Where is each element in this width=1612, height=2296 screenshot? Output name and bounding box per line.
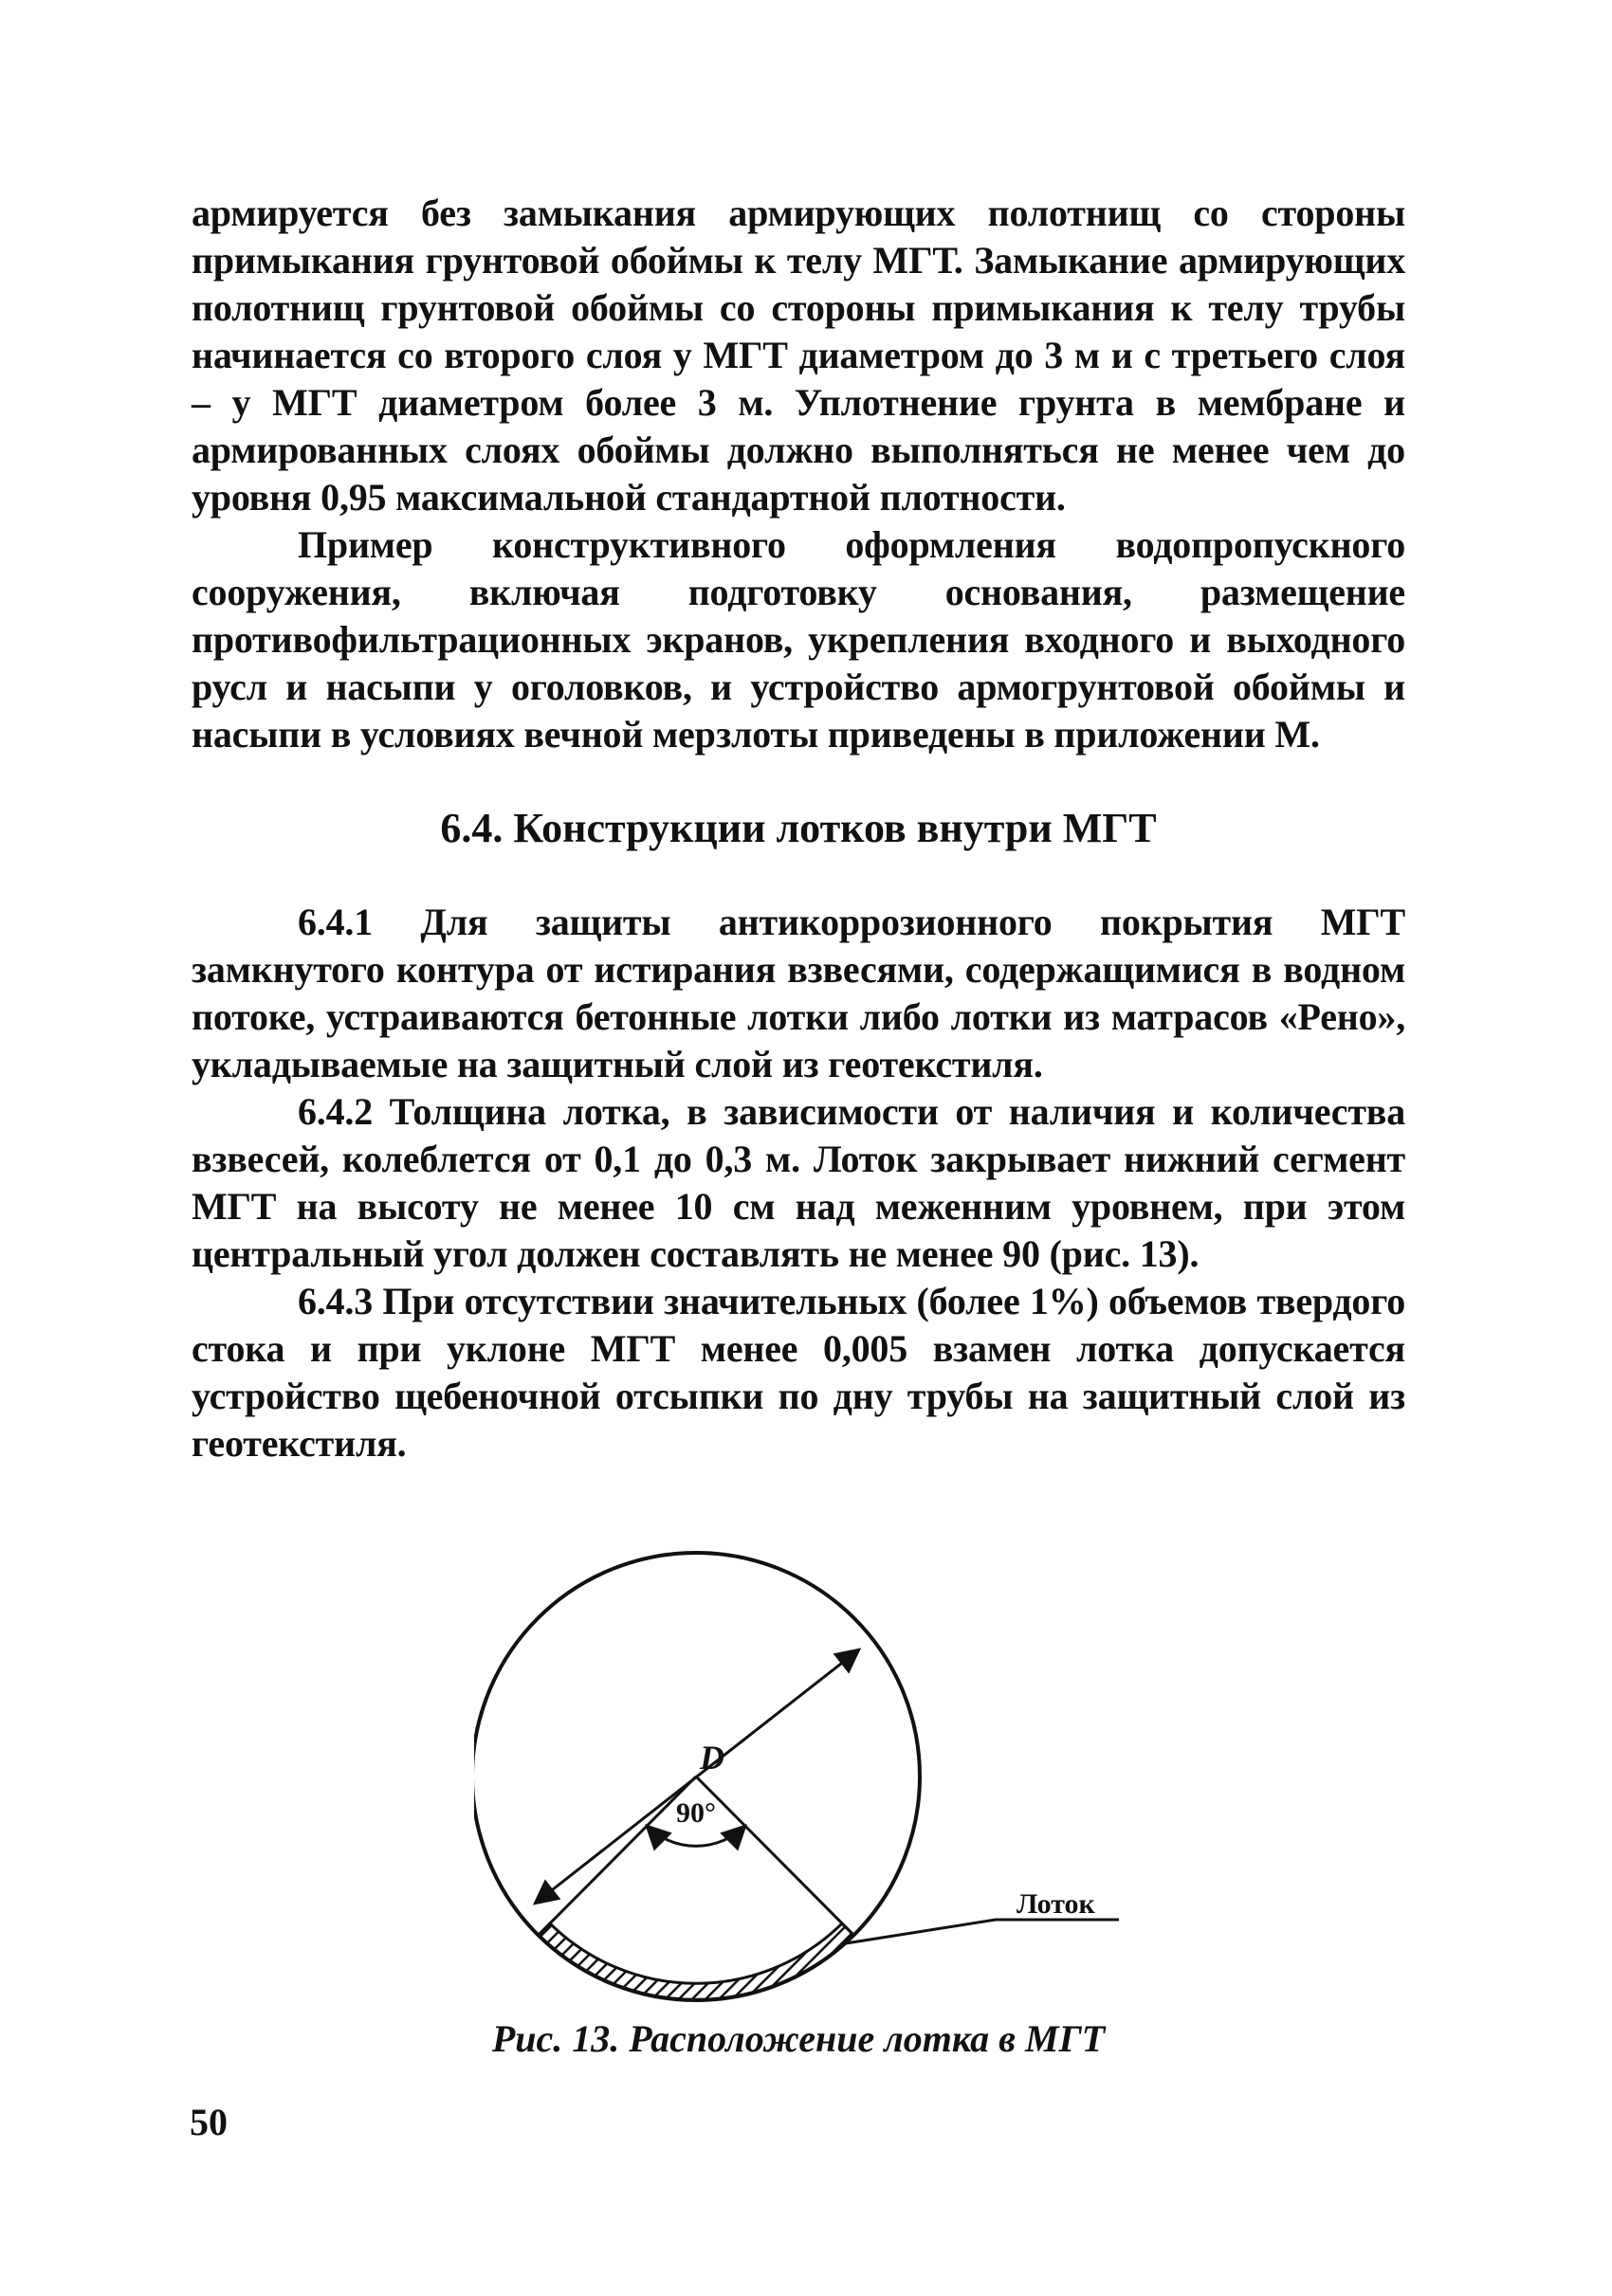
tray-diagram-svg <box>474 1545 1195 2038</box>
tray-diagram <box>474 1545 1195 2038</box>
angle-arc <box>647 1826 745 1846</box>
section-heading: 6.4. Конструкции лотков внутри МГТ <box>440 805 1157 851</box>
text-block-section <box>192 899 1405 1467</box>
tray-segment <box>539 1923 853 1999</box>
figure-caption: Рис. 13. Расположение лотка в МГТ <box>491 2017 1106 2060</box>
paragraph-example: Пример конструктивного оформления водопропускного сооружения, включая подготовку основания, размещение противофильтрационных экранов, укрепления входного и выходного русл и насыпи у оголовков, и устройство армогрунтовой обоймы и насыпи в условиях вечной мерзлоты приведены в приложении М. <box>192 523 1405 756</box>
paragraph-6-4-2: 6.4.2 Толщина лотка, в зависимости от наличия и количества взвесей, колеблется от 0,1 до 0,3 м. Лоток закрывает нижний сегмент МГТ на высоту не менее 10 см над меженним уровнем, при этом центральный угол должен составлять не менее 90 (рис. 13). <box>192 1090 1405 1275</box>
diameter-label: D <box>700 1739 724 1777</box>
paragraph-6-4-3: 6.4.3 При отсутствии значительных (более 1%) объемов твердого стока и при уклоне МГТ менее 0,005 взамен лотка допускается устройство щебеночной отсыпки по дну трубы на защитный слой из геотекстиля. <box>192 1280 1405 1465</box>
angle-label: 90° <box>676 1797 716 1829</box>
paragraph-intro: армируется без замыкания армирующих полотнищ со стороны примыкания грунтовой обоймы к телу МГТ. Замыкание армирующих полотнищ грунтовой обоймы со стороны примыкания к телу трубы начинается со второго слоя у МГТ диаметром до 3 м и с третьего слоя – у МГТ диаметром более 3 м. Уплотнение грунта в мембране и армированных слоях обоймы должно выполняться не менее чем до уровня 0,95 максимальной стандартной плотности. <box>192 191 1405 519</box>
tray-label: Лоток <box>1017 1888 1095 1920</box>
radius-right <box>696 1777 853 1935</box>
page-number: 50 <box>190 2101 228 2143</box>
text-block-top <box>192 190 1405 758</box>
radius-left <box>539 1777 696 1935</box>
tray-leader-line <box>846 1920 1119 1943</box>
paragraph-6-4-1: 6.4.1 Для защиты антикоррозионного покрытия МГТ замкнутого контура от истирания взвесями, содержащимися в водном потоке, устраиваются бетонные лотки либо лотки из матрасов «Рено», укладываемые на защитный слой из геотекстиля. <box>192 901 1405 1085</box>
